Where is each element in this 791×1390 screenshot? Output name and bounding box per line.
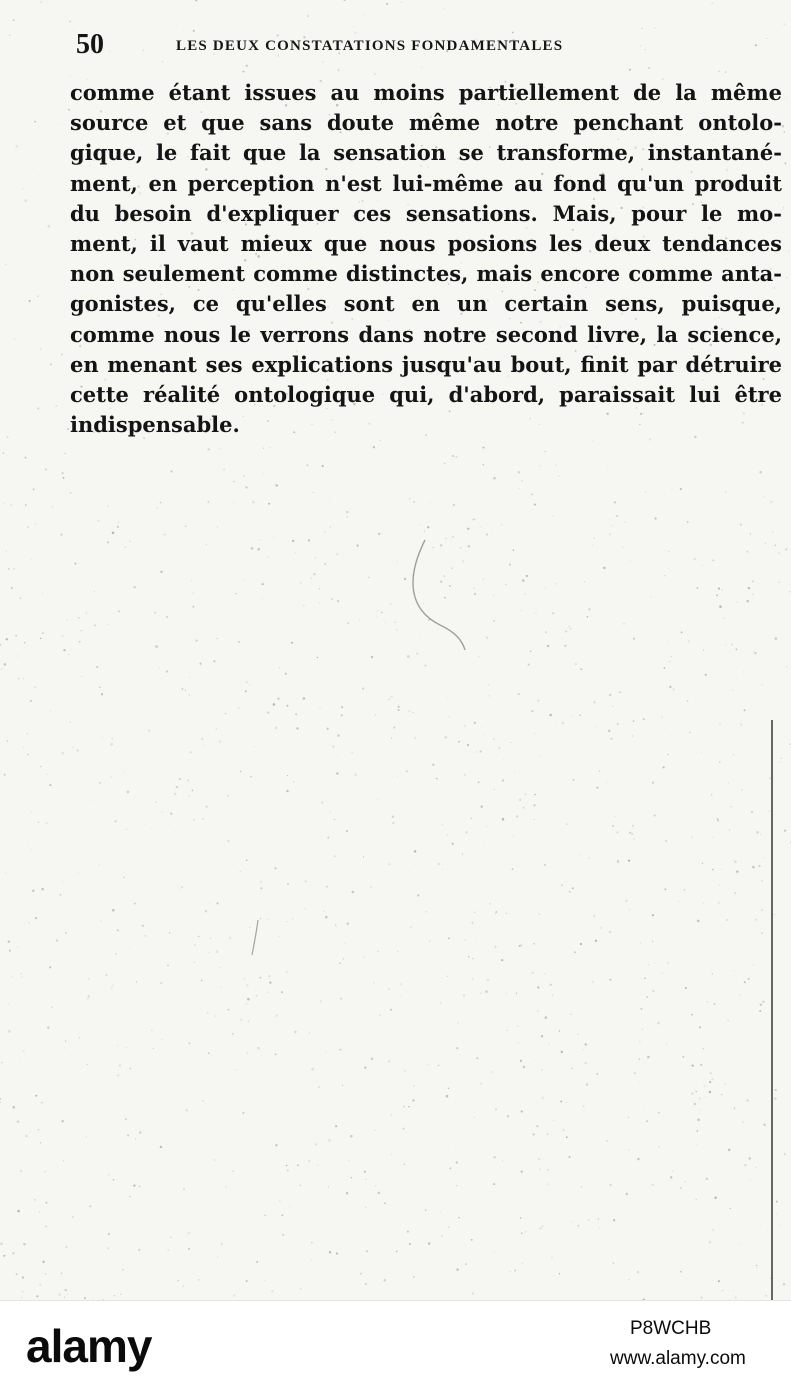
page-edge-shadow (771, 720, 773, 1300)
text-line: source et que sans doute même notre penchant ontolo- (70, 110, 782, 136)
image-id: P8WCHB (630, 1318, 712, 1339)
text-line: gique, le fait que la sensation se transforme, instantané- (70, 140, 782, 166)
paper-fold-mark (413, 540, 465, 650)
text-line: non seulement comme distinctes, mais encore comme anta- (70, 261, 782, 287)
text-line: comme étant issues au moins partiellement de la même (70, 80, 782, 105)
text-line: gonistes, ce qu'elles sont en un certain sens, puisque, (70, 291, 782, 317)
text-line: du besoin d'expliquer ces sensations. Mais, pour le mo- (70, 200, 782, 226)
paper-scratch-mark (252, 920, 258, 955)
running-head: LES DEUX CONSTATATIONS FONDAMENTALES (176, 38, 564, 54)
watermark-footer (0, 1300, 791, 1390)
text-line: en menant ses explications jusqu'au bout, finit par détruire (70, 351, 782, 377)
text-line: ment, il vaut mieux que nous posions les deux tendances (70, 230, 782, 256)
text-line: indispensable. (70, 412, 240, 438)
text-line: cette réalité ontologique qui, d'abord, paraissait lui être (70, 381, 782, 407)
page-header (76, 30, 716, 60)
alamy-logo: alamy (26, 1320, 152, 1372)
text-line: comme nous le verrons dans notre second livre, la science, (70, 321, 782, 347)
text-line: ment, en perception n'est lui-même au fond qu'un produit (70, 170, 782, 196)
page-number: 50 (76, 29, 104, 60)
site-url: www.alamy.com (610, 1348, 746, 1369)
body-paragraph (70, 78, 782, 440)
